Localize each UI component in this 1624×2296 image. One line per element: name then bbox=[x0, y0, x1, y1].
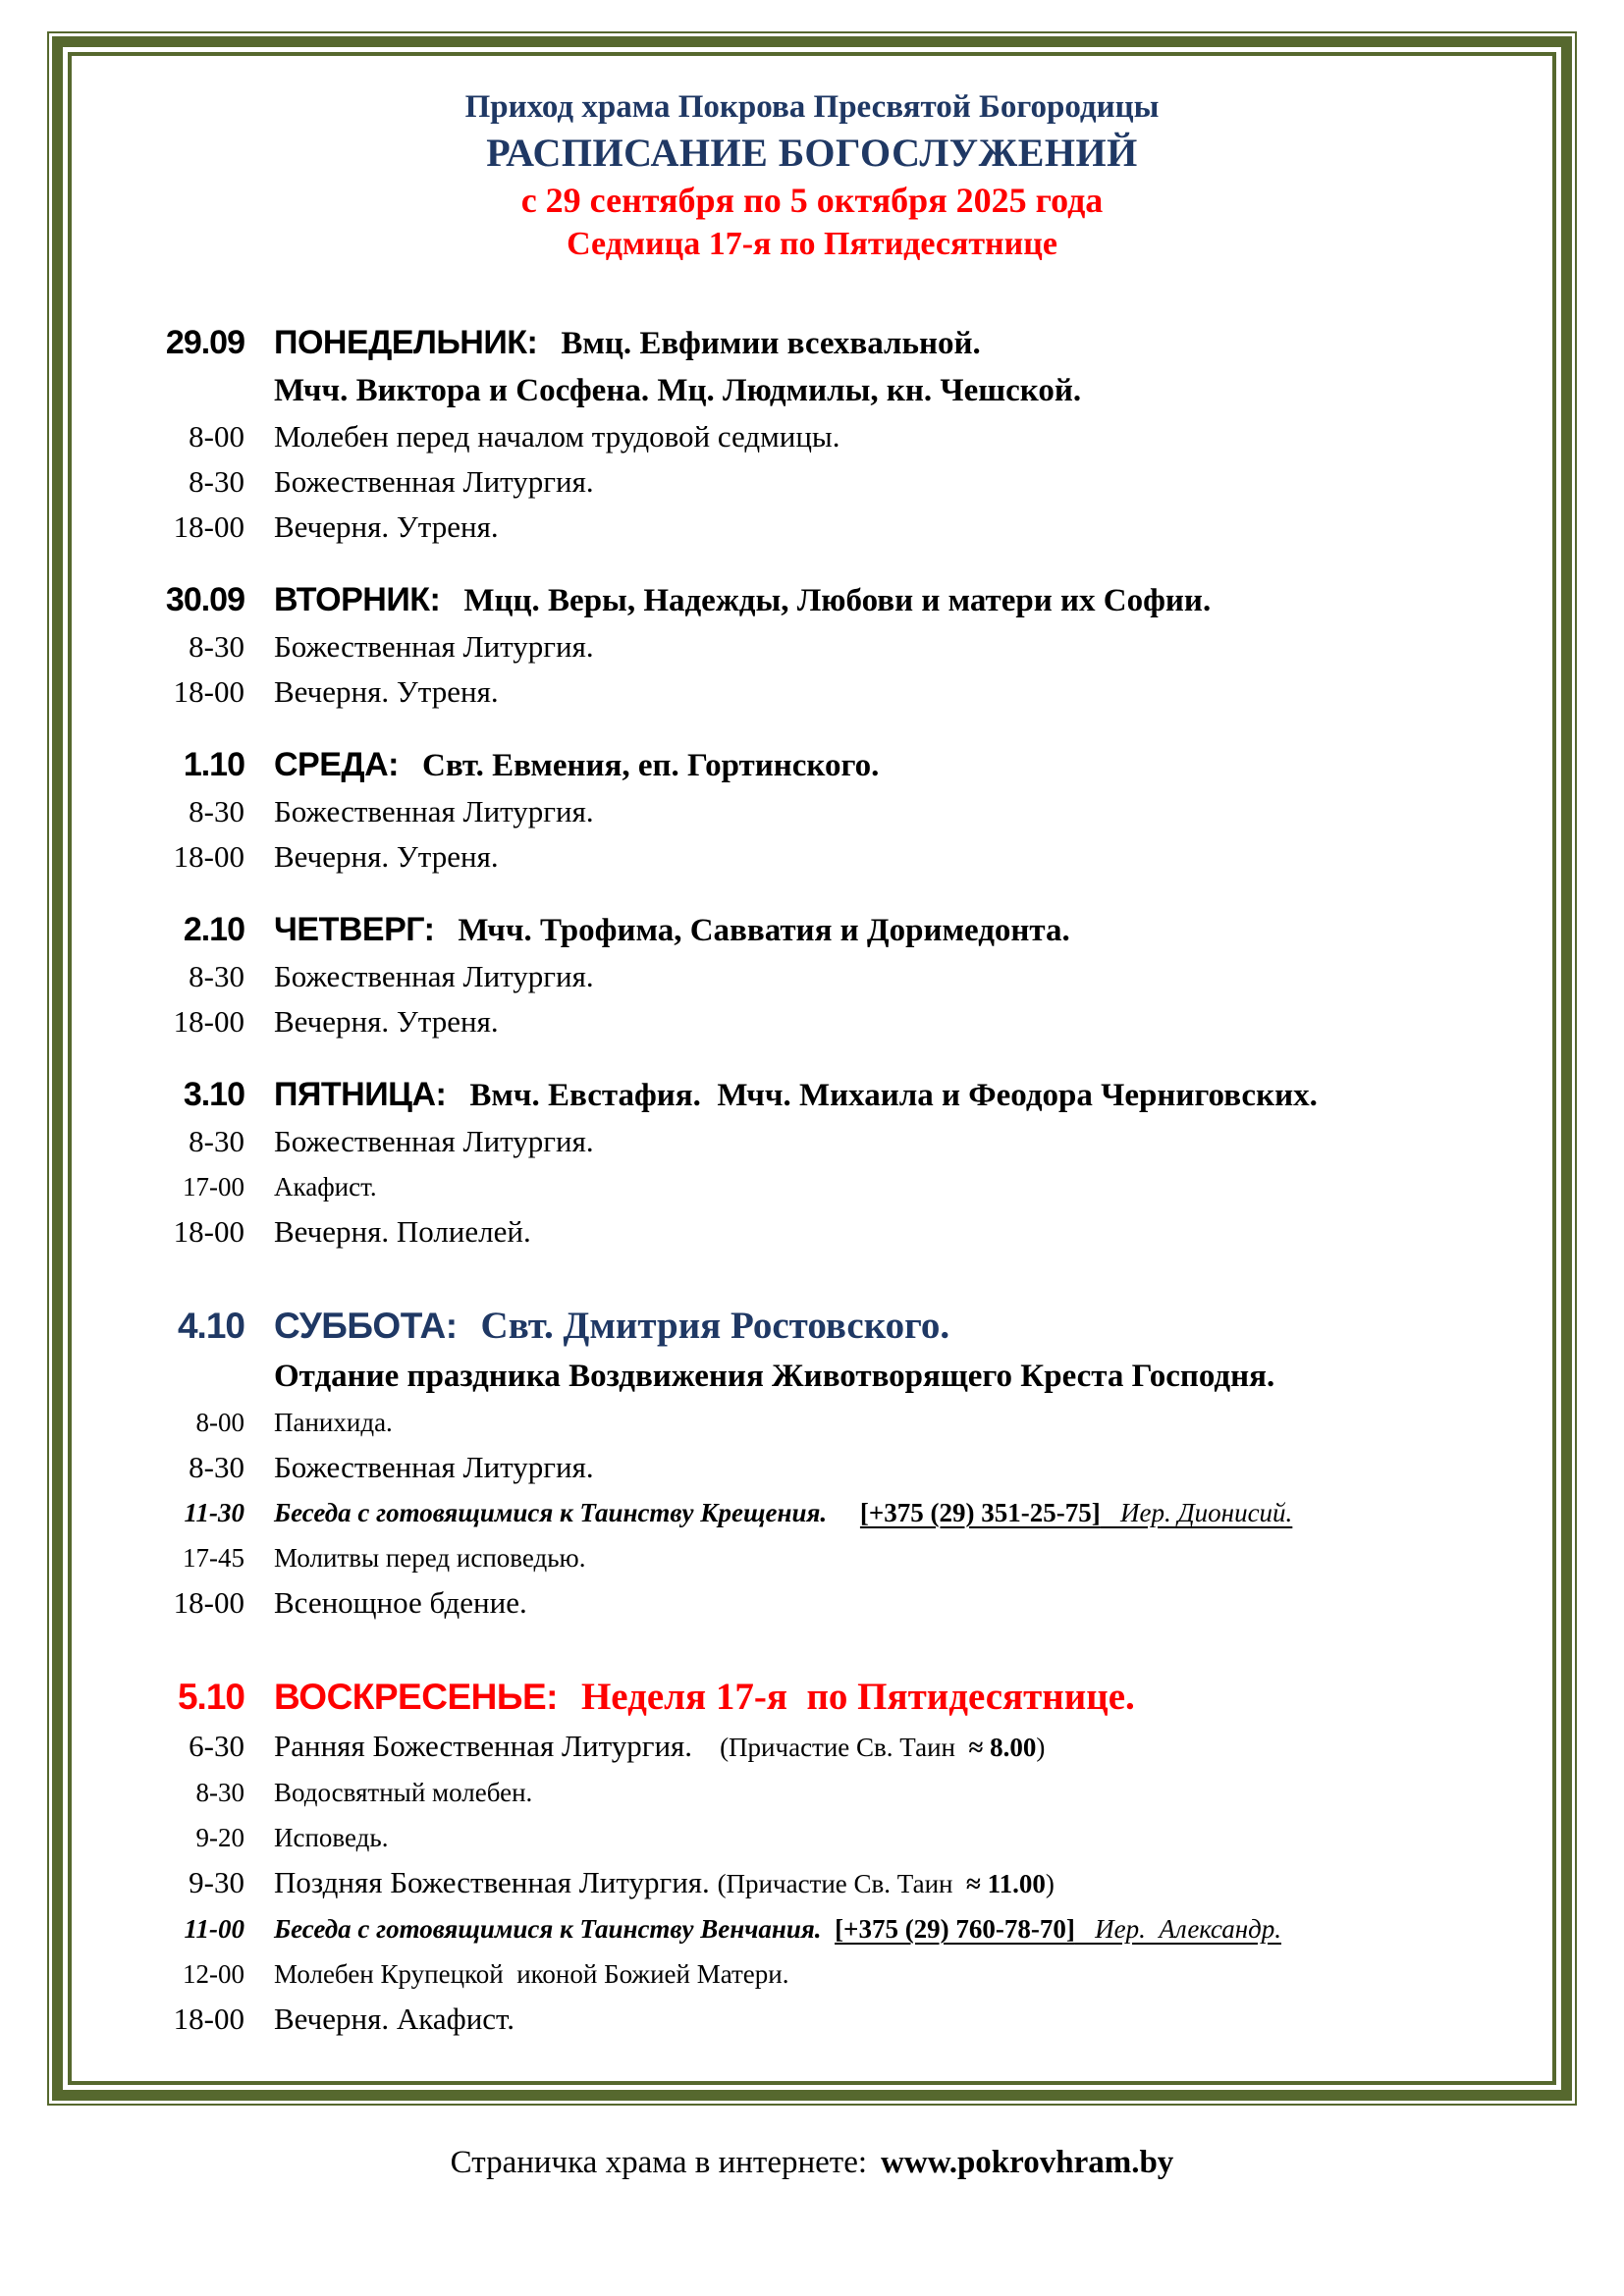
service-time: 18-00 bbox=[173, 1214, 244, 1249]
day-name: СУББОТА: bbox=[274, 1306, 458, 1346]
day-name: ПОНЕДЕЛЬНИК: bbox=[274, 324, 538, 361]
day-date: 3.10 bbox=[183, 1076, 244, 1113]
day-heading bbox=[72, 906, 1552, 954]
text-segment: Беседа с готовящимися к Таинству Крещения. bbox=[274, 1498, 860, 1527]
service-time: 9-20 bbox=[195, 1823, 244, 1852]
service-row bbox=[72, 1906, 1552, 1951]
service-time: 11-00 bbox=[184, 1914, 244, 1944]
text-segment: Беседа с готовящимися к Таинству Венчания. bbox=[274, 1914, 836, 1944]
footer-site-url: www.pokrovhram.by bbox=[881, 2145, 1174, 2180]
text-segment: ) bbox=[1045, 1869, 1055, 1898]
service-row bbox=[72, 1400, 1552, 1445]
parish-name: Приход храма Покрова Пресвятой Богородицы bbox=[464, 89, 1160, 125]
service-time: 8-30 bbox=[189, 629, 244, 664]
service-row bbox=[72, 1490, 1552, 1535]
service-row bbox=[72, 505, 1552, 550]
service-text: Божественная Литургия. bbox=[274, 1124, 594, 1158]
decorative-border bbox=[47, 31, 1577, 2106]
service-row bbox=[72, 1724, 1552, 1770]
service-text: Божественная Литургия. bbox=[274, 1450, 594, 1484]
service-text: Вечерня. Утреня. bbox=[274, 839, 499, 874]
service-time: 17-00 bbox=[183, 1172, 244, 1201]
service-text: Вечерня. Акафист. bbox=[274, 2002, 515, 2036]
service-text: Вечерня. Полиелей. bbox=[274, 1214, 531, 1249]
day-title-line2: Отдание праздника Воздвижения Животворящего Креста Господня. bbox=[274, 1359, 1275, 1394]
day-block bbox=[72, 319, 1552, 550]
service-text bbox=[274, 1906, 1281, 1951]
day-block bbox=[72, 1071, 1552, 1255]
service-text bbox=[274, 1860, 1055, 1906]
text-segment: [+375 (29) 760-78-70] bbox=[835, 1914, 1075, 1944]
service-time: 18-00 bbox=[173, 1585, 244, 1620]
text-segment: ) bbox=[1036, 1733, 1046, 1762]
service-row bbox=[72, 1164, 1552, 1209]
service-row bbox=[72, 459, 1552, 505]
service-time: 8-30 bbox=[195, 1778, 244, 1807]
week-name: Седмица 17-я по Пятидесятнице bbox=[567, 226, 1057, 262]
service-text: Божественная Литургия. bbox=[274, 464, 594, 499]
service-time: 8-30 bbox=[189, 794, 244, 828]
day-title-line2: Мчч. Виктора и Сосфена. Мц. Людмилы, кн. Чешской. bbox=[274, 373, 1082, 408]
day-heading bbox=[72, 319, 1552, 367]
text-segment: Иер. Дионисий. bbox=[1100, 1498, 1293, 1527]
footer-label: Страничка храма в интернете: bbox=[450, 2145, 868, 2180]
service-row bbox=[72, 1997, 1552, 2042]
day-date: 2.10 bbox=[183, 911, 244, 948]
service-text: Божественная Литургия. bbox=[274, 794, 594, 828]
service-row bbox=[72, 1860, 1552, 1906]
service-text: Вечерня. Утреня. bbox=[274, 1004, 499, 1039]
service-text: Молебен перед началом трудовой седмицы. bbox=[274, 419, 840, 454]
day-date: 29.09 bbox=[165, 324, 244, 361]
day-title: Мцц. Веры, Надежды, Любови и матери их Софии. bbox=[463, 583, 1212, 618]
day-block bbox=[72, 576, 1552, 715]
service-text: Панихида. bbox=[274, 1408, 393, 1437]
service-row bbox=[72, 789, 1552, 834]
service-row bbox=[72, 834, 1552, 880]
service-text: Молебен Крупецкой иконой Божией Матери. bbox=[274, 1959, 789, 1989]
service-time: 17-45 bbox=[183, 1543, 244, 1573]
service-text: Молитвы перед исповедью. bbox=[274, 1543, 586, 1573]
decorative-border-inner bbox=[68, 52, 1556, 2085]
service-time: 8-00 bbox=[195, 1408, 244, 1437]
day-name: СРЕДА: bbox=[274, 746, 400, 783]
footer bbox=[0, 2145, 1624, 2181]
text-segment: Ранняя Божественная Литургия. bbox=[274, 1729, 700, 1763]
day-block bbox=[72, 741, 1552, 880]
day-block bbox=[72, 906, 1552, 1044]
service-row bbox=[72, 1770, 1552, 1815]
text-segment: [+375 (29) 351-25-75] bbox=[859, 1498, 1101, 1527]
service-row bbox=[72, 1951, 1552, 1997]
service-time: 18-00 bbox=[173, 2002, 244, 2036]
day-title: Вмц. Евфимии всехвальной. bbox=[561, 326, 981, 361]
service-time: 8-30 bbox=[189, 1124, 244, 1158]
day-heading bbox=[72, 741, 1552, 789]
service-row bbox=[72, 1119, 1552, 1164]
service-time: 8-00 bbox=[189, 419, 244, 454]
service-time: 6-30 bbox=[189, 1729, 244, 1763]
service-row bbox=[72, 1580, 1552, 1626]
header bbox=[72, 56, 1552, 266]
service-row bbox=[72, 669, 1552, 715]
service-text: Божественная Литургия. bbox=[274, 629, 594, 664]
day-title: Вмч. Евстафия. Мчч. Михаила и Феодора Черниговских. bbox=[469, 1078, 1318, 1113]
day-block bbox=[72, 1671, 1552, 2042]
service-text: Акафист. bbox=[274, 1172, 377, 1201]
decorative-border-band bbox=[52, 36, 1572, 2101]
day-block bbox=[72, 1300, 1552, 1626]
service-row bbox=[72, 414, 1552, 459]
day-heading bbox=[72, 1071, 1552, 1119]
day-title: Неделя 17-я по Пятидесятнице. bbox=[580, 1676, 1135, 1718]
service-time: 8-30 bbox=[189, 959, 244, 993]
service-row bbox=[72, 999, 1552, 1044]
service-time: 8-30 bbox=[189, 464, 244, 499]
service-text: Вечерня. Утреня. bbox=[274, 674, 499, 709]
service-time: 9-30 bbox=[189, 1865, 244, 1899]
service-text: Всенощное бдение. bbox=[274, 1585, 527, 1620]
service-row bbox=[72, 954, 1552, 999]
document-content bbox=[72, 56, 1552, 2081]
service-time: 8-30 bbox=[189, 1450, 244, 1484]
day-heading bbox=[72, 1671, 1552, 1724]
day-heading bbox=[72, 576, 1552, 624]
service-time: 18-00 bbox=[173, 509, 244, 544]
service-text bbox=[274, 1490, 1292, 1535]
service-row bbox=[72, 1815, 1552, 1860]
page-title: РАСПИСАНИЕ БОГОСЛУЖЕНИЙ bbox=[486, 131, 1138, 175]
text-segment: Иер. Александр. bbox=[1074, 1914, 1281, 1944]
service-text: Божественная Литургия. bbox=[274, 959, 594, 993]
day-title: Свт. Евмения, еп. Гортинского. bbox=[422, 748, 880, 783]
service-time: 18-00 bbox=[173, 674, 244, 709]
day-title: Мчч. Трофима, Савватия и Доримедонта. bbox=[458, 913, 1070, 948]
day-date: 5.10 bbox=[177, 1677, 244, 1717]
day-name: ВТОРНИК: bbox=[274, 581, 441, 618]
text-segment: ≈ 11.00 bbox=[966, 1869, 1046, 1898]
service-row bbox=[72, 624, 1552, 669]
service-time: 11-30 bbox=[184, 1498, 244, 1527]
schedule bbox=[72, 319, 1552, 2042]
service-text: Исповедь. bbox=[274, 1823, 389, 1852]
day-name: ЧЕТВЕРГ: bbox=[274, 911, 435, 948]
text-segment: Поздняя Божественная Литургия. bbox=[274, 1865, 718, 1899]
text-segment: (Причастие Св. Таин bbox=[717, 1869, 966, 1898]
service-row bbox=[72, 1535, 1552, 1580]
day-name: ВОСКРЕСЕНЬЕ: bbox=[274, 1677, 558, 1717]
day-title: Свт. Дмитрия Ростовского. bbox=[480, 1305, 950, 1347]
service-text: Вечерня. Утреня. bbox=[274, 509, 499, 544]
day-date: 30.09 bbox=[165, 581, 244, 618]
day-date: 1.10 bbox=[183, 746, 244, 783]
service-time: 12-00 bbox=[183, 1959, 244, 1989]
day-name: ПЯТНИЦА: bbox=[274, 1076, 447, 1113]
service-text: Водосвятный молебен. bbox=[274, 1778, 533, 1807]
service-row bbox=[72, 1209, 1552, 1255]
text-segment: ≈ 8.00 bbox=[968, 1733, 1037, 1762]
text-segment: (Причастие Св. Таин bbox=[699, 1733, 969, 1762]
service-row bbox=[72, 1445, 1552, 1490]
service-text bbox=[274, 1724, 1045, 1770]
day-heading bbox=[72, 1300, 1552, 1353]
date-range: с 29 сентября по 5 октября 2025 года bbox=[520, 181, 1104, 220]
service-time: 18-00 bbox=[173, 1004, 244, 1039]
day-date: 4.10 bbox=[177, 1306, 244, 1346]
service-time: 18-00 bbox=[173, 839, 244, 874]
